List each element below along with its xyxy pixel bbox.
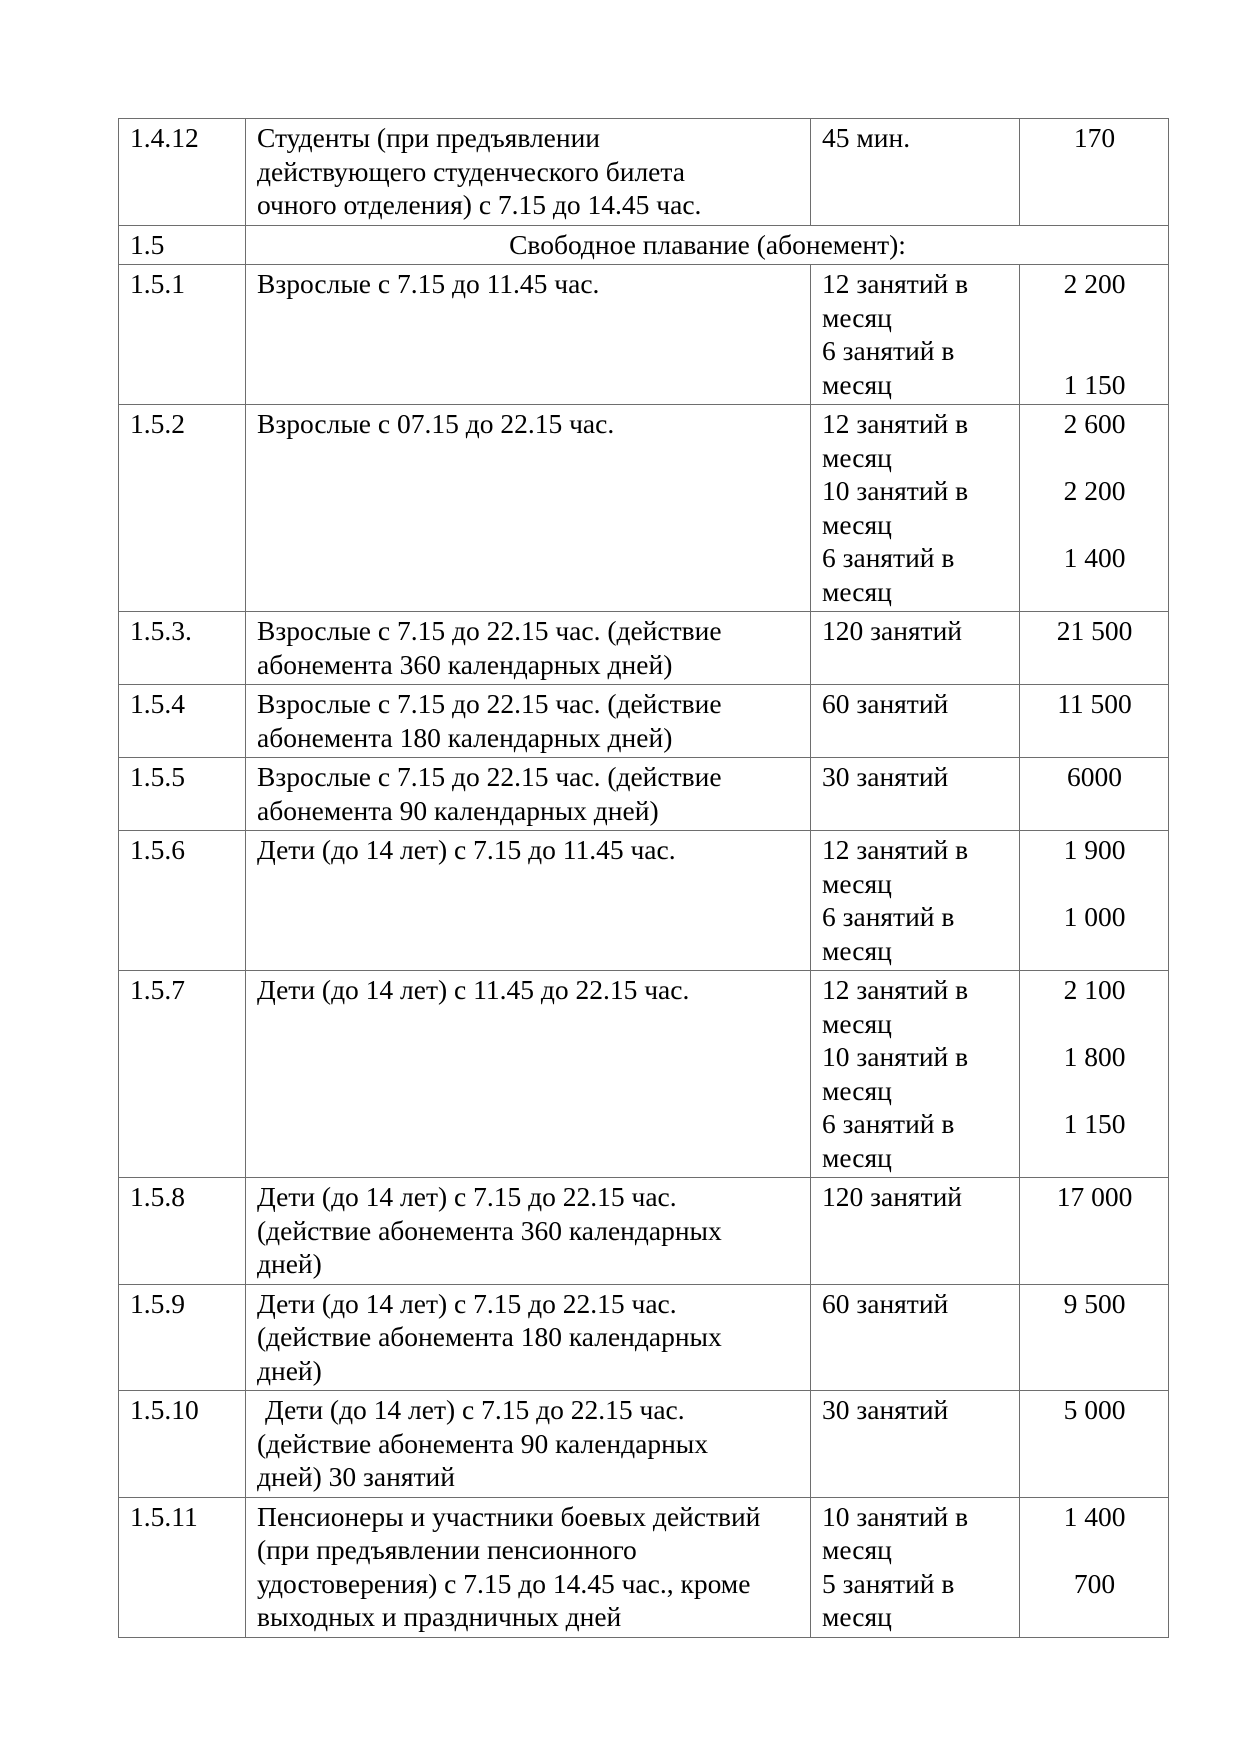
session-count-line: месяц xyxy=(822,575,892,607)
price-value xyxy=(1020,612,1169,685)
service-description xyxy=(246,612,811,685)
session-count-line: 6 занятий в xyxy=(822,901,955,932)
service-description xyxy=(246,405,811,612)
price-value-line: 6000 xyxy=(1067,761,1122,792)
price-value-line xyxy=(1031,1007,1158,1041)
price-table-body xyxy=(119,119,1169,1638)
service-description-line: (действие абонемента 180 календарных xyxy=(257,1321,722,1352)
price-value-line: 11 500 xyxy=(1057,688,1132,719)
session-count-line: 45 мин. xyxy=(822,122,911,153)
service-description xyxy=(246,758,811,831)
service-description-line: удостоверения) с 7.15 до 14.45 час., кроме xyxy=(257,1567,751,1599)
service-description-line: Студенты (при предъявлении xyxy=(257,122,601,153)
session-count-line: 120 занятий xyxy=(822,1181,963,1212)
table-row xyxy=(119,971,1169,1178)
service-description-line: (действие абонемента 360 календарных xyxy=(257,1214,722,1246)
session-count xyxy=(811,405,1020,612)
table-row xyxy=(119,119,1169,226)
price-value-line: 1 400 xyxy=(1063,1500,1126,1532)
session-count xyxy=(811,1178,1020,1285)
price-value-line: 1 400 xyxy=(1063,542,1126,573)
price-value-line: 1 000 xyxy=(1063,901,1126,932)
session-count xyxy=(811,1391,1020,1498)
service-description xyxy=(246,1284,811,1391)
session-count-line: 60 занятий xyxy=(822,688,949,719)
price-value xyxy=(1020,971,1169,1178)
session-count-line: 6 занятий в xyxy=(822,542,955,573)
session-count-line: 6 занятий в xyxy=(822,1108,955,1139)
table-row xyxy=(119,1284,1169,1391)
service-description-line: Дети (до 14 лет) с 7.15 до 22.15 час. xyxy=(257,1287,677,1319)
service-description xyxy=(246,265,811,405)
session-count xyxy=(811,831,1020,971)
session-count-line: месяц xyxy=(822,1601,892,1632)
service-description xyxy=(246,1497,811,1637)
table-row xyxy=(119,265,1169,405)
price-value-line: 21 500 xyxy=(1056,615,1133,646)
session-count-line: 12 занятий в xyxy=(822,408,969,439)
session-count-line: 12 занятий в xyxy=(822,268,969,299)
table-row xyxy=(119,685,1169,758)
table-row xyxy=(119,612,1169,685)
service-description xyxy=(246,1391,811,1498)
price-value-line: 700 xyxy=(1073,1567,1116,1599)
service-description xyxy=(246,119,811,226)
item-number: 1.5.2 xyxy=(119,405,246,612)
item-number: 1.5.3. xyxy=(119,612,246,685)
session-count-line: 30 занятий xyxy=(822,1394,949,1425)
service-description xyxy=(246,1178,811,1285)
item-number: 1.5.1 xyxy=(119,265,246,405)
service-description-line: Взрослые с 7.15 до 22.15 час. (действие xyxy=(257,688,722,719)
service-description-line: (при предъявлении пенсионного xyxy=(257,1534,637,1565)
service-description-line: дней) xyxy=(257,1248,322,1279)
session-count-line: 120 занятий xyxy=(822,615,963,646)
price-value-line: 5 000 xyxy=(1063,1394,1126,1425)
price-value xyxy=(1020,1284,1169,1391)
price-value xyxy=(1020,831,1169,971)
session-count xyxy=(811,612,1020,685)
price-value-line xyxy=(1031,1533,1158,1567)
price-value-line: 2 100 xyxy=(1063,974,1126,1005)
session-count-line: месяц xyxy=(822,867,892,899)
session-count xyxy=(811,265,1020,405)
item-number: 1.5.6 xyxy=(119,831,246,971)
item-number: 1.5.9 xyxy=(119,1284,246,1391)
service-description-line: дней) xyxy=(257,1354,322,1386)
item-number: 1.5.11 xyxy=(119,1497,246,1637)
session-count-line: 12 занятий в xyxy=(822,834,969,865)
table-row xyxy=(119,225,1169,265)
session-count-line: 10 занятий в xyxy=(822,475,969,506)
service-description-line: Дети (до 14 лет) с 7.15 до 11.45 час. xyxy=(257,834,676,865)
section-title: Свободное плавание (абонемент): xyxy=(246,225,1169,265)
service-description-line: Дети (до 14 лет) с 7.15 до 22.15 час. xyxy=(257,1181,677,1212)
item-number: 1.5.10 xyxy=(119,1391,246,1498)
item-number: 1.5.5 xyxy=(119,758,246,831)
price-value-line xyxy=(1031,575,1158,609)
service-description-line: (действие абонемента 90 календарных xyxy=(257,1427,709,1459)
session-count-line: 60 занятий xyxy=(822,1287,949,1319)
price-value xyxy=(1020,1497,1169,1637)
session-count-line: 6 занятий в xyxy=(822,335,955,366)
price-value-line xyxy=(1031,508,1158,542)
session-count-line: 10 занятий в xyxy=(822,1500,969,1532)
service-description-line: Взрослые с 7.15 до 22.15 час. (действие xyxy=(257,761,722,792)
table-row xyxy=(119,1391,1169,1498)
price-value xyxy=(1020,119,1169,226)
price-value-line xyxy=(1031,301,1158,335)
service-description-line: Взрослые с 07.15 до 22.15 час. xyxy=(257,408,615,439)
service-description-line: Пенсионеры и участники боевых действий xyxy=(257,1500,761,1532)
session-count-line: месяц xyxy=(822,1007,892,1039)
session-count-line: 12 занятий в xyxy=(822,974,969,1005)
session-count-line: месяц xyxy=(822,508,892,540)
service-description-line: Дети (до 14 лет) с 11.45 до 22.15 час. xyxy=(257,974,690,1005)
session-count-line: месяц xyxy=(822,1534,892,1565)
price-value-line xyxy=(1031,1600,1158,1634)
service-description-line: выходных и праздничных дней xyxy=(257,1601,622,1632)
price-value xyxy=(1020,1178,1169,1285)
service-description-line: абонемента 180 календарных дней) xyxy=(257,721,673,753)
service-description-line: абонемента 90 календарных дней) xyxy=(257,794,659,826)
table-row xyxy=(119,758,1169,831)
session-count-line: месяц xyxy=(822,934,892,966)
session-count-line: месяц xyxy=(822,441,892,473)
price-value-line: 1 800 xyxy=(1063,1041,1126,1072)
price-value-line: 17 000 xyxy=(1056,1181,1133,1212)
session-count-line: месяц xyxy=(822,368,892,400)
item-number: 1.5.4 xyxy=(119,685,246,758)
session-count-line: месяц xyxy=(822,1141,892,1173)
session-count xyxy=(811,685,1020,758)
table-row xyxy=(119,405,1169,612)
service-description-line: Взрослые с 7.15 до 22.15 час. (действие xyxy=(257,615,722,646)
service-description-line: дней) 30 занятий xyxy=(257,1461,455,1492)
price-value-line xyxy=(1031,334,1158,368)
price-value-line: 2 200 xyxy=(1063,268,1126,299)
price-value-line: 2 200 xyxy=(1063,475,1126,506)
price-value-line: 170 xyxy=(1073,122,1116,153)
session-count-line: месяц xyxy=(822,301,892,333)
session-count xyxy=(811,1497,1020,1637)
price-value xyxy=(1020,405,1169,612)
table-row xyxy=(119,1178,1169,1285)
service-description xyxy=(246,971,811,1178)
item-number: 1.5.8 xyxy=(119,1178,246,1285)
service-description-line: очного отделения) с 7.15 до 14.45 час. xyxy=(257,189,702,220)
item-number: 1.4.12 xyxy=(119,119,246,226)
price-value-line xyxy=(1031,934,1158,968)
table-row xyxy=(119,831,1169,971)
price-value xyxy=(1020,1391,1169,1498)
price-value-line xyxy=(1031,1141,1158,1175)
session-count-line: 10 занятий в xyxy=(822,1041,969,1072)
service-description-line: Взрослые с 7.15 до 11.45 час. xyxy=(257,268,600,299)
session-count-line: 5 занятий в xyxy=(822,1567,955,1599)
price-value-line: 9 500 xyxy=(1063,1287,1126,1319)
price-value-line xyxy=(1031,441,1158,475)
session-count xyxy=(811,119,1020,226)
service-description xyxy=(246,685,811,758)
service-description-line: действующего студенческого билета xyxy=(257,155,685,187)
price-table xyxy=(118,118,1169,1638)
service-description-line: Дети (до 14 лет) с 7.15 до 22.15 час. xyxy=(265,1394,685,1425)
item-number: 1.5 xyxy=(119,225,246,265)
price-value-line: 1 150 xyxy=(1063,368,1126,400)
table-row xyxy=(119,1497,1169,1637)
service-description xyxy=(246,831,811,971)
item-number: 1.5.7 xyxy=(119,971,246,1178)
price-value xyxy=(1020,758,1169,831)
price-value-line: 1 150 xyxy=(1063,1108,1126,1139)
price-value xyxy=(1020,685,1169,758)
price-value-line: 2 600 xyxy=(1063,408,1126,439)
session-count-line: месяц xyxy=(822,1074,892,1106)
session-count xyxy=(811,758,1020,831)
session-count-line: 30 занятий xyxy=(822,761,949,792)
service-description-line: абонемента 360 календарных дней) xyxy=(257,648,673,680)
session-count xyxy=(811,1284,1020,1391)
price-value-line: 1 900 xyxy=(1063,834,1126,865)
session-count xyxy=(811,971,1020,1178)
price-value-line xyxy=(1031,1074,1158,1108)
price-value xyxy=(1020,265,1169,405)
price-value-line xyxy=(1031,867,1158,901)
